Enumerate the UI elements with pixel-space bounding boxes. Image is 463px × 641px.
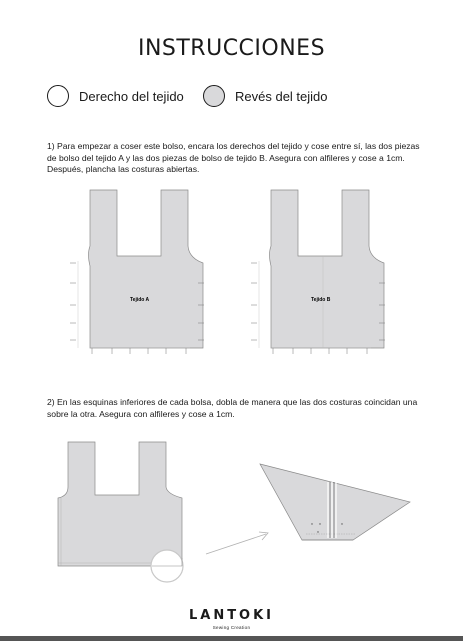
page-title: INSTRUCCIONES <box>137 36 326 61</box>
step-1-text: 1) Para empezar a coser este bolso, encara los derechos del tejido y cose entre sí, las dos piezas de bolso del tejido A y las dos piezas de bolso de tejido B. Asegura con alfileres y cose a 1cm. Después, plancha las costuras abiertas. <box>47 141 420 174</box>
bag-piece-a-diagram <box>70 188 210 358</box>
brand-logo: LANTOKI <box>188 608 275 623</box>
circle-outline-icon <box>47 85 69 107</box>
legend-right-side <box>47 85 184 107</box>
step-2-text: 2) En las esquinas inferiores de cada bolsa, dobla de manera que las dos costuras coincidan una sobre la otra. Asegura con alfileres y cose a 1cm. <box>47 397 418 419</box>
legend-right-side-label: Derecho del tejido <box>79 88 184 104</box>
bag-piece-b-diagram <box>251 188 391 358</box>
circle-filled-icon <box>203 85 225 107</box>
legend-wrong-side <box>203 85 328 107</box>
brand-tagline: Sewing Creation <box>212 625 251 630</box>
bottom-bar <box>0 636 463 641</box>
folded-corner-diagram <box>258 462 418 552</box>
legend-wrong-side-label: Revés del tejido <box>235 88 328 104</box>
piece-b-label: Tejido B <box>311 297 331 303</box>
piece-a-label: Tejido A <box>130 297 150 303</box>
bag-corner-diagram <box>48 432 198 592</box>
